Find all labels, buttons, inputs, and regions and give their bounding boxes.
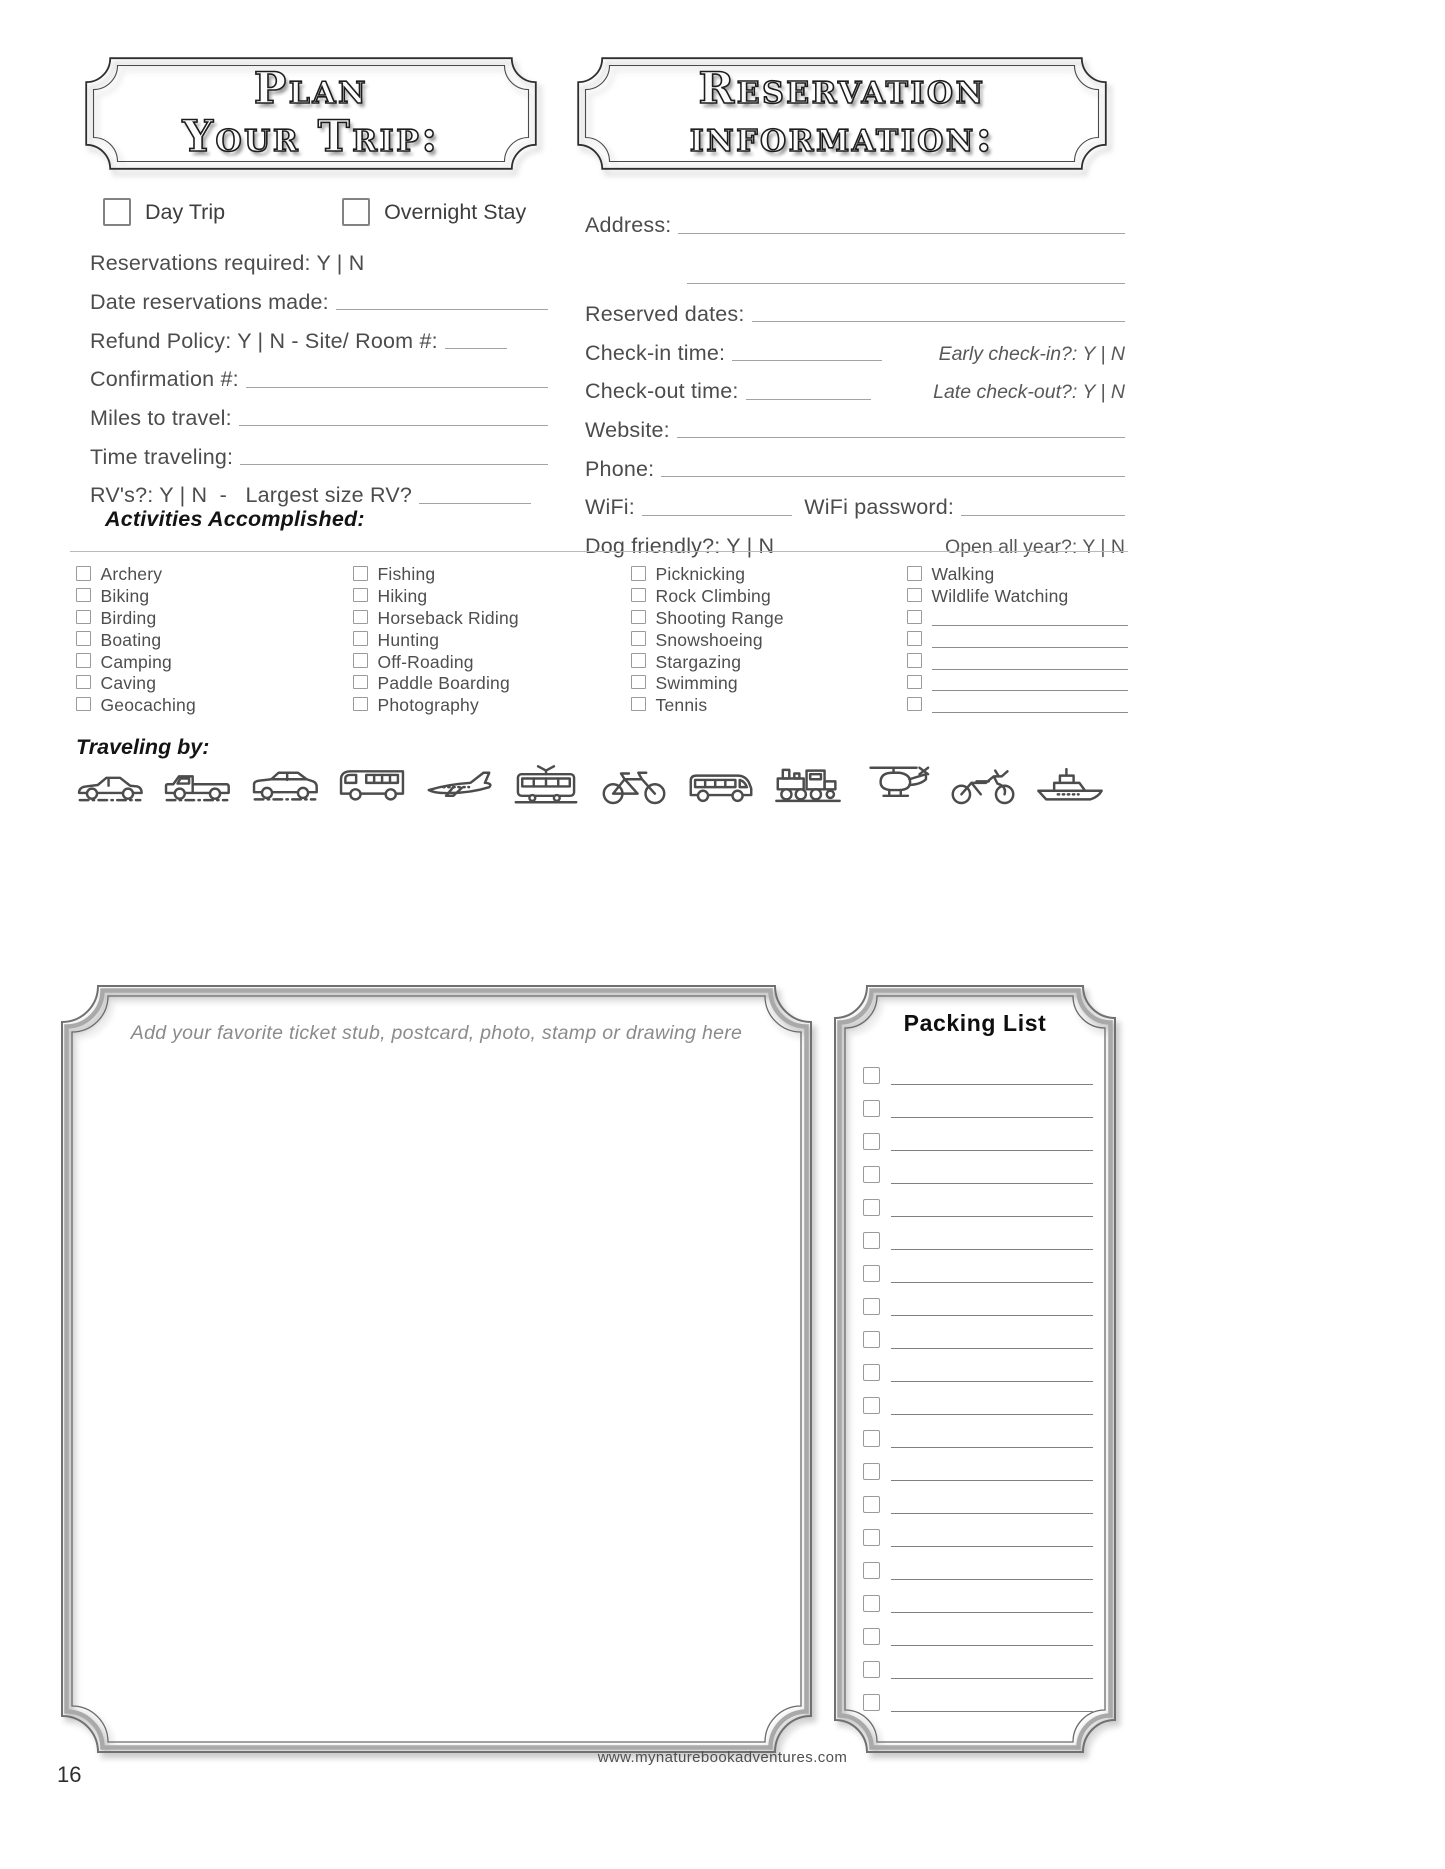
packing-item-write-in-line[interactable] [891, 1084, 1093, 1085]
activity-label: Off-Roading [377, 651, 474, 672]
packing-item-checkbox[interactable] [863, 1430, 880, 1447]
write-in-line[interactable] [677, 431, 1125, 438]
memorabilia-caption: Add your favorite ticket stub, postcard, photo, stamp or drawing here [130, 1022, 743, 1044]
activity-checkbox[interactable] [907, 653, 922, 668]
activity-label: Rock Climbing [655, 586, 771, 607]
activity-write-in-line[interactable] [932, 611, 1128, 626]
field-note: Late check-out?: Y | N [933, 381, 1125, 404]
field-label: WiFi password: [791, 495, 955, 520]
packing-list-item [863, 1679, 1093, 1712]
activity-item [631, 608, 907, 630]
packing-item-write-in-line[interactable] [891, 1645, 1093, 1646]
activity-item [631, 651, 907, 673]
field-label: Confirmation #: [90, 367, 239, 392]
field-label: Check-out time: [585, 379, 739, 404]
activities-column-1 [76, 564, 353, 717]
write-in-line[interactable] [419, 497, 531, 504]
activity-checkbox[interactable] [631, 675, 646, 690]
packing-list-item [863, 1514, 1093, 1547]
activities-column-2 [353, 564, 631, 717]
packing-item-checkbox[interactable] [863, 1628, 880, 1645]
packing-item-write-in-line[interactable] [891, 1612, 1093, 1613]
packing-list-item [863, 1415, 1093, 1448]
activities-accomplished-heading: Activities Accomplished: [105, 507, 365, 531]
activity-item [353, 629, 631, 651]
packing-item-write-in-line[interactable] [891, 1381, 1093, 1382]
activity-checkbox[interactable] [76, 566, 91, 581]
packing-list-item [863, 1613, 1093, 1646]
packing-list-item [863, 1547, 1093, 1580]
packing-item-checkbox[interactable] [863, 1133, 880, 1150]
activity-label: Snowshoeing [655, 629, 763, 650]
activity-label: Walking [931, 564, 995, 585]
activity-item [631, 564, 907, 586]
field-label: Dog friendly?: Y | N [585, 533, 775, 558]
packing-list-item [863, 1283, 1093, 1316]
activity-label: Stargazing [655, 651, 742, 672]
activity-item [907, 695, 1128, 717]
activity-checkbox[interactable] [631, 588, 646, 603]
write-in-line[interactable] [961, 509, 1125, 516]
packing-item-write-in-line[interactable] [891, 1546, 1093, 1547]
suv-icon [249, 763, 321, 807]
sedan-car-icon [74, 763, 146, 807]
overnight-stay-option[interactable] [342, 198, 526, 226]
activity-checkbox[interactable] [631, 610, 646, 625]
decorative-frame [60, 984, 813, 1754]
activity-label: Boating [100, 629, 162, 650]
activity-label: Caving [100, 673, 157, 694]
packing-item-checkbox[interactable] [863, 1166, 880, 1183]
day-trip-checkbox[interactable] [103, 198, 131, 226]
packing-item-checkbox[interactable] [863, 1496, 880, 1513]
activity-checkbox[interactable] [631, 653, 646, 668]
packing-item-checkbox[interactable] [863, 1067, 880, 1084]
activities-column-4 [907, 564, 1128, 717]
activity-checkbox[interactable] [76, 697, 91, 712]
write-in-line[interactable] [445, 342, 507, 349]
activity-item [76, 586, 353, 608]
field-label: RV's?: Y | N - Largest size RV? [90, 483, 413, 508]
activity-checkbox[interactable] [353, 588, 368, 603]
activity-checkbox[interactable] [353, 566, 368, 581]
activity-item [907, 673, 1128, 695]
packing-list-item [863, 1085, 1093, 1118]
activity-item [631, 695, 907, 717]
activity-checkbox[interactable] [76, 631, 91, 646]
packing-list-item [863, 1349, 1093, 1382]
field-label: Phone: [585, 456, 655, 481]
activity-write-in-line[interactable] [932, 655, 1128, 670]
packing-item-write-in-line[interactable] [891, 1414, 1093, 1415]
packing-item-checkbox[interactable] [863, 1331, 880, 1348]
activity-checkbox[interactable] [353, 631, 368, 646]
activity-label: Shooting Range [655, 607, 784, 628]
activity-item [76, 629, 353, 651]
packing-item-write-in-line[interactable] [891, 1711, 1093, 1712]
activity-checkbox[interactable] [76, 588, 91, 603]
activity-checkbox[interactable] [907, 566, 922, 581]
activity-label: Fishing [377, 564, 436, 585]
packing-item-checkbox[interactable] [863, 1397, 880, 1414]
activity-label: Camping [100, 651, 172, 672]
packing-item-write-in-line[interactable] [891, 1513, 1093, 1514]
activity-write-in-line[interactable] [932, 698, 1128, 713]
plan-field-row [90, 391, 548, 430]
activity-item [631, 673, 907, 695]
memorabilia-box [60, 984, 813, 1754]
field-note: Early check-in?: Y | N [938, 342, 1125, 365]
packing-item-write-in-line[interactable] [891, 1315, 1093, 1316]
activity-item [76, 651, 353, 673]
activity-label: Birding [100, 607, 157, 628]
write-in-line[interactable] [678, 227, 1125, 234]
field-label: Reserved dates: [585, 301, 745, 326]
field-label: Reservations required: Y | N [90, 251, 365, 276]
packing-item-write-in-line[interactable] [891, 1579, 1093, 1580]
reservation-information-fields [585, 198, 1125, 558]
activity-item [907, 564, 1128, 586]
write-in-line[interactable] [246, 381, 548, 388]
activity-item [631, 586, 907, 608]
day-trip-label: Day Trip [145, 199, 226, 224]
activity-write-in-line[interactable] [932, 676, 1128, 691]
field-label: Date reservations made: [90, 289, 329, 314]
packing-list-item [863, 1481, 1093, 1514]
write-in-line[interactable] [642, 509, 792, 516]
activity-label: Hunting [377, 629, 440, 650]
activity-checkbox[interactable] [631, 566, 646, 581]
activity-label: Biking [100, 586, 150, 607]
page-number: 16 [57, 1762, 82, 1787]
packing-item-write-in-line[interactable] [891, 1249, 1093, 1250]
activity-checkbox[interactable] [907, 675, 922, 690]
packing-list-item [863, 1646, 1093, 1679]
reservation-field-row [585, 198, 1125, 237]
write-in-line[interactable] [687, 277, 1125, 284]
yacht-icon [1034, 763, 1106, 807]
packing-item-checkbox[interactable] [863, 1100, 880, 1117]
reservation-field-row [585, 237, 1125, 287]
activity-checkbox[interactable] [353, 610, 368, 625]
activity-checkbox[interactable] [76, 675, 91, 690]
activity-checkbox[interactable] [353, 675, 368, 690]
activities-checklist [76, 564, 1128, 717]
activity-item [907, 651, 1128, 673]
activity-checkbox[interactable] [631, 631, 646, 646]
activity-write-in-line[interactable] [932, 633, 1128, 648]
packing-list-item [863, 1217, 1093, 1250]
plan-your-trip-plaque [85, 57, 537, 170]
write-in-line[interactable] [752, 315, 1125, 322]
packing-item-write-in-line[interactable] [891, 1117, 1093, 1118]
overnight-stay-checkbox[interactable] [342, 198, 370, 226]
packing-list-item [863, 1316, 1093, 1349]
packing-item-checkbox[interactable] [863, 1694, 880, 1711]
camper-van-icon [336, 763, 408, 807]
activity-label: Hiking [377, 586, 428, 607]
reservation-field-row [585, 287, 1125, 326]
field-label: WiFi: [585, 495, 635, 520]
vehicle-icons-row [74, 763, 1106, 807]
packing-item-checkbox[interactable] [863, 1298, 880, 1315]
activity-item [353, 586, 631, 608]
day-trip-option[interactable] [103, 198, 225, 226]
field-label: Time traveling: [90, 444, 234, 469]
write-in-line[interactable] [732, 354, 882, 361]
title-line: Your Trip: [182, 111, 440, 162]
activity-label: Tennis [655, 695, 708, 716]
packing-item-checkbox[interactable] [863, 1199, 880, 1216]
activity-label: Photography [377, 695, 479, 716]
packing-list-item [863, 1118, 1093, 1151]
write-in-line[interactable] [746, 393, 871, 400]
packing-list-box [833, 984, 1117, 1754]
title-line: information: [689, 111, 995, 162]
steam-train-icon [772, 763, 844, 807]
write-in-line[interactable] [661, 470, 1125, 477]
reservation-information-title [577, 57, 1107, 170]
packing-item-checkbox[interactable] [863, 1232, 880, 1249]
packing-list-item [863, 1448, 1093, 1481]
packing-list-item [863, 1382, 1093, 1415]
write-in-line[interactable] [240, 458, 548, 465]
activity-item [76, 695, 353, 717]
packing-item-write-in-line[interactable] [891, 1150, 1093, 1151]
packing-item-write-in-line[interactable] [891, 1348, 1093, 1349]
plan-your-trip-title [85, 57, 537, 170]
activity-checkbox[interactable] [353, 697, 368, 712]
activity-label: Swimming [655, 673, 738, 694]
activity-item [353, 673, 631, 695]
activity-checkbox[interactable] [907, 610, 922, 625]
field-label: Check-in time: [585, 340, 726, 365]
packing-item-checkbox[interactable] [863, 1661, 880, 1678]
packing-item-checkbox[interactable] [863, 1265, 880, 1282]
reservation-field-row [585, 480, 1125, 519]
packing-list-title: Packing List [903, 1010, 1047, 1036]
activity-label: Horseback Riding [377, 607, 519, 628]
section-divider [70, 551, 1128, 552]
activities-column-3 [631, 564, 907, 717]
tram-icon [510, 763, 582, 807]
motorcycle-icon [947, 763, 1019, 807]
write-in-line[interactable] [239, 419, 548, 426]
reservation-field-row [585, 325, 1125, 364]
bicycle-icon [598, 763, 670, 807]
packing-item-write-in-line[interactable] [891, 1282, 1093, 1283]
field-label: Address: [585, 213, 672, 238]
packing-item-write-in-line[interactable] [891, 1216, 1093, 1217]
plan-field-row [90, 468, 548, 507]
activity-item [353, 608, 631, 630]
activity-item [76, 564, 353, 586]
plan-field-row [90, 352, 548, 391]
reservation-information-plaque [577, 57, 1107, 170]
activity-checkbox[interactable] [907, 697, 922, 712]
activity-item [907, 586, 1128, 608]
title-line: Plan [253, 64, 369, 115]
activity-item [907, 608, 1128, 630]
activity-item [353, 564, 631, 586]
activity-label: Archery [100, 564, 163, 585]
activity-checkbox[interactable] [76, 653, 91, 668]
plan-your-trip-fields [90, 236, 548, 507]
packing-item-write-in-line[interactable] [891, 1678, 1093, 1679]
plan-field-row [90, 313, 548, 352]
packing-list-item [863, 1151, 1093, 1184]
pickup-truck-icon [161, 763, 233, 807]
reservation-field-row [585, 403, 1125, 442]
packing-item-checkbox[interactable] [863, 1595, 880, 1612]
activity-item [631, 629, 907, 651]
reservation-field-row [585, 441, 1125, 480]
activity-checkbox[interactable] [76, 610, 91, 625]
title-line: Reservation [698, 64, 986, 115]
activity-label: Geocaching [100, 695, 196, 716]
overnight-stay-label: Overnight Stay [384, 199, 527, 224]
activity-label: Picknicking [655, 564, 746, 585]
field-label: Refund Policy: Y | N - Site/ Room #: [90, 328, 438, 353]
write-in-line[interactable] [336, 303, 548, 310]
packing-list-item [863, 1184, 1093, 1217]
packing-item-write-in-line[interactable] [891, 1183, 1093, 1184]
packing-item-write-in-line[interactable] [891, 1480, 1093, 1481]
field-note: Open all year?: Y | N [945, 536, 1125, 559]
activity-item [76, 608, 353, 630]
activity-item [353, 651, 631, 673]
field-label: Miles to travel: [90, 405, 232, 430]
activity-checkbox[interactable] [907, 631, 922, 646]
field-label: Website: [585, 417, 670, 442]
activity-checkbox[interactable] [907, 588, 922, 603]
packing-item-checkbox[interactable] [863, 1562, 880, 1579]
packing-item-checkbox[interactable] [863, 1529, 880, 1546]
footer-url: www.mynaturebookadventures.com [597, 1749, 848, 1766]
activity-label: Paddle Boarding [377, 673, 510, 694]
traveling-by-heading: Traveling by: [76, 735, 210, 759]
trip-type-row [103, 198, 526, 226]
packing-list-item [863, 1052, 1093, 1085]
plan-field-row [90, 429, 548, 468]
activity-checkbox[interactable] [353, 653, 368, 668]
activity-item [907, 629, 1128, 651]
school-bus-icon [685, 763, 757, 807]
helicopter-icon [859, 763, 931, 807]
packing-list-rows [863, 1052, 1093, 1712]
packing-list-item [863, 1250, 1093, 1283]
plan-field-row [90, 236, 548, 275]
activity-item [76, 673, 353, 695]
airplane-icon [423, 763, 495, 807]
activity-item [353, 695, 631, 717]
packing-item-checkbox[interactable] [863, 1364, 880, 1381]
plan-field-row [90, 275, 548, 314]
activity-label: Wildlife Watching [931, 586, 1069, 607]
packing-item-write-in-line[interactable] [891, 1447, 1093, 1448]
reservation-field-row [585, 364, 1125, 403]
packing-item-checkbox[interactable] [863, 1463, 880, 1480]
activity-checkbox[interactable] [631, 697, 646, 712]
packing-list-item [863, 1580, 1093, 1613]
